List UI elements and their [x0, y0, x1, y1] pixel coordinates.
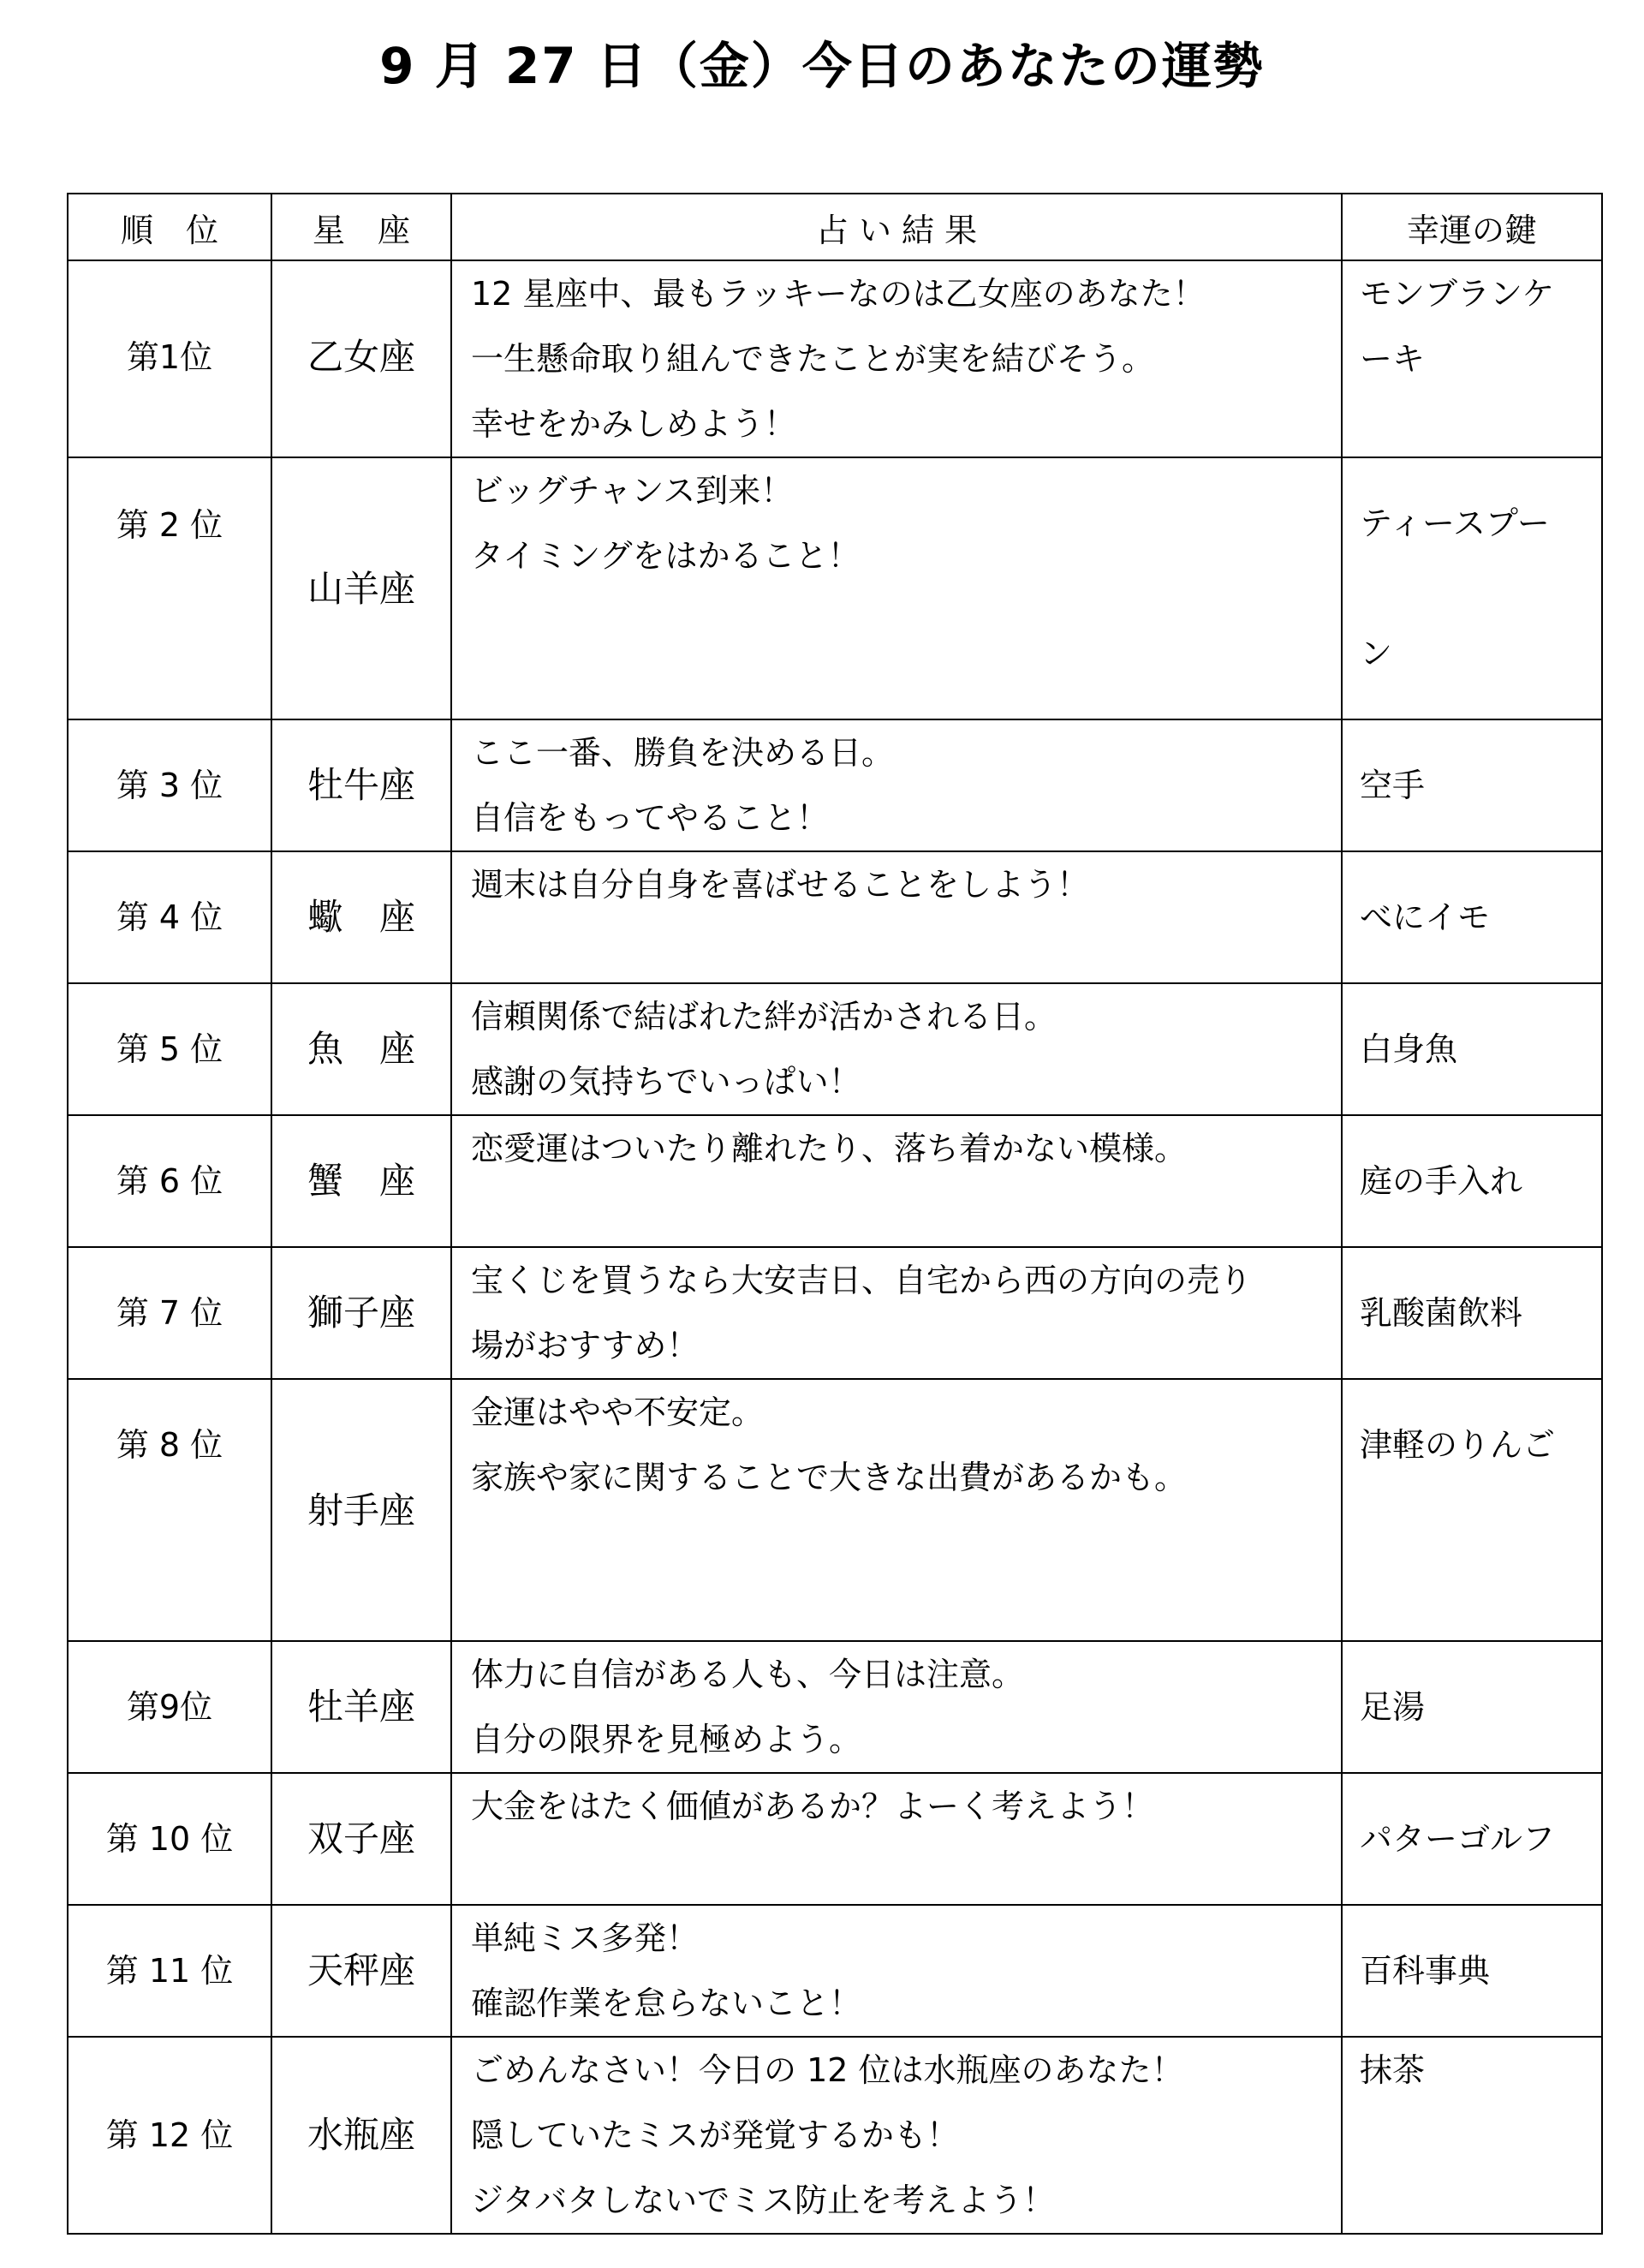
fortune-result-cell [451, 1379, 1342, 1641]
fortune-rows [68, 260, 1602, 2234]
rank-cell [68, 1247, 271, 1379]
rank-cell [68, 1115, 271, 1247]
fortune-line: 体力に自信がある人も、今日は注意。 [471, 1656, 1025, 1693]
lucky-key-text: ン [1360, 635, 1393, 672]
lucky-key-cell [1342, 2037, 1602, 2234]
zodiac-sign: 牡羊座 [307, 1686, 415, 1728]
fortune-line: 信頼関係で結ばれた絆が活かされる日。 [471, 998, 1057, 1036]
header-result: 占 い 結 果 [451, 194, 1342, 260]
rank-label: 第 8 位 [116, 1426, 223, 1464]
lucky-key-cell [1342, 1379, 1602, 1641]
lucky-key-cell [1342, 983, 1602, 1115]
lucky-key-text: ティースプー [1360, 504, 1550, 542]
fortune-line: ここ一番、勝負を決める日。 [471, 734, 895, 772]
rank-cell [68, 719, 271, 851]
lucky-key-text: 抹茶 [1360, 2051, 1426, 2089]
fortune-table [67, 193, 1603, 2235]
fortune-line: ビッグチャンス到来！ [471, 472, 794, 510]
sign-cell [271, 260, 451, 457]
fortune-line: タイミングをはかること！ [471, 537, 861, 575]
rank-cell [68, 1773, 271, 1905]
rank-cell [68, 1379, 271, 1641]
table-row [68, 983, 1602, 1115]
fortune-result-cell [451, 851, 1342, 983]
fortune-line: 家族や家に関することで大きな出費があるかも。 [471, 1459, 1188, 1496]
header-rank: 順 位 [68, 194, 271, 260]
table-row [68, 457, 1602, 719]
page-title: 9 月 27 日（金）今日のあなたの運勢 [379, 37, 1265, 95]
table-row [68, 2037, 1602, 2234]
lucky-key-text: 庭の手入れ [1360, 1162, 1523, 1200]
lucky-key-cell [1342, 457, 1602, 719]
zodiac-sign: 天秤座 [307, 1949, 415, 1991]
fortune-line: 自信をもってやること！ [471, 799, 830, 837]
fortune-line: 幸せをかみしめよう！ [471, 405, 797, 443]
fortune-line: 場がおすすめ！ [471, 1327, 700, 1364]
rank-label: 第 6 位 [116, 1162, 223, 1200]
header-lucky-key: 幸運の鍵 [1342, 194, 1602, 260]
lucky-key-cell [1342, 851, 1602, 983]
zodiac-sign: 魚 座 [307, 1028, 415, 1070]
table-row [68, 1641, 1602, 1773]
sign-cell [271, 1773, 451, 1905]
rank-label: 第 2 位 [116, 506, 223, 544]
sign-cell [271, 1379, 451, 1641]
rank-label: 第 4 位 [116, 898, 223, 936]
lucky-key-cell [1342, 1641, 1602, 1773]
zodiac-sign: 水瓶座 [307, 2114, 415, 2156]
fortune-line: ジタバタしないでミス防止を考えよう！ [471, 2181, 1056, 2219]
lucky-key-text: 津軽のりんご [1360, 1426, 1556, 1464]
zodiac-sign: 双子座 [307, 1817, 415, 1859]
lucky-key-text: べにイモ [1360, 898, 1491, 936]
lucky-key-cell [1342, 1247, 1602, 1379]
zodiac-sign: 獅子座 [307, 1292, 415, 1334]
fortune-result-cell [451, 1773, 1342, 1905]
fortune-result-cell [451, 1247, 1342, 1379]
rank-label: 第 11 位 [105, 1952, 234, 1990]
zodiac-sign: 蟹 座 [307, 1160, 415, 1202]
sign-cell [271, 1247, 451, 1379]
table-row [68, 260, 1602, 457]
fortune-result-cell [451, 2037, 1342, 2234]
lucky-key-text: 乳酸菌飲料 [1360, 1294, 1523, 1332]
lucky-key-cell [1342, 1773, 1602, 1905]
rank-label: 第 5 位 [116, 1030, 223, 1068]
sign-cell [271, 983, 451, 1115]
lucky-key-text: 白身魚 [1360, 1030, 1458, 1068]
table-row [68, 1247, 1602, 1379]
lucky-key-text: パターゴルフ [1360, 1820, 1556, 1858]
fortune-result-cell [451, 719, 1342, 851]
rank-cell [68, 457, 271, 719]
header-sign: 星 座 [271, 194, 451, 260]
fortune-line: 隠していたミスが発覚するかも！ [471, 2116, 960, 2154]
zodiac-sign: 牡牛座 [307, 764, 415, 806]
rank-label: 第 12 位 [105, 2116, 234, 2154]
zodiac-sign: 射手座 [307, 1489, 415, 1531]
fortune-result-cell [451, 1115, 1342, 1247]
fortune-line: 確認作業を怠らないこと！ [471, 1984, 862, 2022]
lucky-key-cell [1342, 260, 1602, 457]
header-row [68, 194, 1602, 260]
lucky-key-cell [1342, 1115, 1602, 1247]
rank-cell [68, 2037, 271, 2234]
lucky-key-cell [1342, 719, 1602, 851]
fortune-line: 金運はやや不安定。 [471, 1394, 765, 1431]
fortune-result-cell [451, 260, 1342, 457]
rank-label: 第1位 [126, 338, 213, 376]
fortune-line: 週末は自分自身を喜ばせることをしよう！ [471, 866, 1090, 904]
fortune-result-cell [451, 1641, 1342, 1773]
sign-cell [271, 1905, 451, 2037]
fortune-line: 単純ミス多発！ [471, 1919, 700, 1957]
sign-cell [271, 1115, 451, 1247]
table-row [68, 1905, 1602, 2037]
zodiac-sign: 乙女座 [307, 336, 415, 378]
fortune-line: 一生懸命取り組んできたことが実を結びそう。 [471, 340, 1155, 378]
sign-cell [271, 719, 451, 851]
fortune-line: 感謝の気持ちでいっぱい！ [471, 1063, 861, 1101]
zodiac-sign: 蠍 座 [307, 896, 415, 938]
rank-label: 第 3 位 [116, 767, 223, 804]
rank-label: 第 10 位 [105, 1820, 234, 1858]
lucky-key-text: モンブランケ [1360, 275, 1555, 313]
table-row [68, 1115, 1602, 1247]
lucky-key-cell [1342, 1905, 1602, 2037]
table-row [68, 719, 1602, 851]
fortune-line: 宝くじを買うなら大安吉日、自宅から西の方向の売り [471, 1262, 1253, 1299]
sign-cell [271, 851, 451, 983]
table-row [68, 851, 1602, 983]
sign-cell [271, 1641, 451, 1773]
fortune-result-cell [451, 983, 1342, 1115]
rank-label: 第 7 位 [116, 1294, 223, 1332]
rank-cell [68, 1905, 271, 2037]
table-row [68, 1773, 1602, 1905]
lucky-key-text: ーキ [1360, 340, 1426, 378]
zodiac-sign: 山羊座 [307, 568, 415, 610]
fortune-line: ごめんなさい！今日の 12 位は水瓶座のあなた！ [471, 2051, 1184, 2089]
fortune-line: 自分の限界を見極めよう。 [471, 1721, 862, 1758]
sign-cell [271, 2037, 451, 2234]
lucky-key-text: 空手 [1360, 767, 1426, 804]
lucky-key-text: 百科事典 [1360, 1952, 1491, 1990]
rank-cell [68, 260, 271, 457]
rank-cell [68, 851, 271, 983]
lucky-key-text: 足湯 [1360, 1688, 1426, 1726]
sign-cell [271, 457, 451, 719]
fortune-line: 恋愛運はついたり離れたり、落ち着かない模様。 [471, 1130, 1188, 1167]
table-row [68, 1379, 1602, 1641]
fortune-line: 12 星座中、最もラッキーなのは乙女座のあなた！ [471, 275, 1206, 313]
fortune-result-cell [451, 457, 1342, 719]
rank-cell [68, 983, 271, 1115]
rank-cell [68, 1641, 271, 1773]
rank-label: 第9位 [126, 1688, 213, 1726]
fortune-line: 大金をはたく価値があるか？よーく考えよう！ [471, 1788, 1155, 1825]
fortune-result-cell [451, 1905, 1342, 2037]
